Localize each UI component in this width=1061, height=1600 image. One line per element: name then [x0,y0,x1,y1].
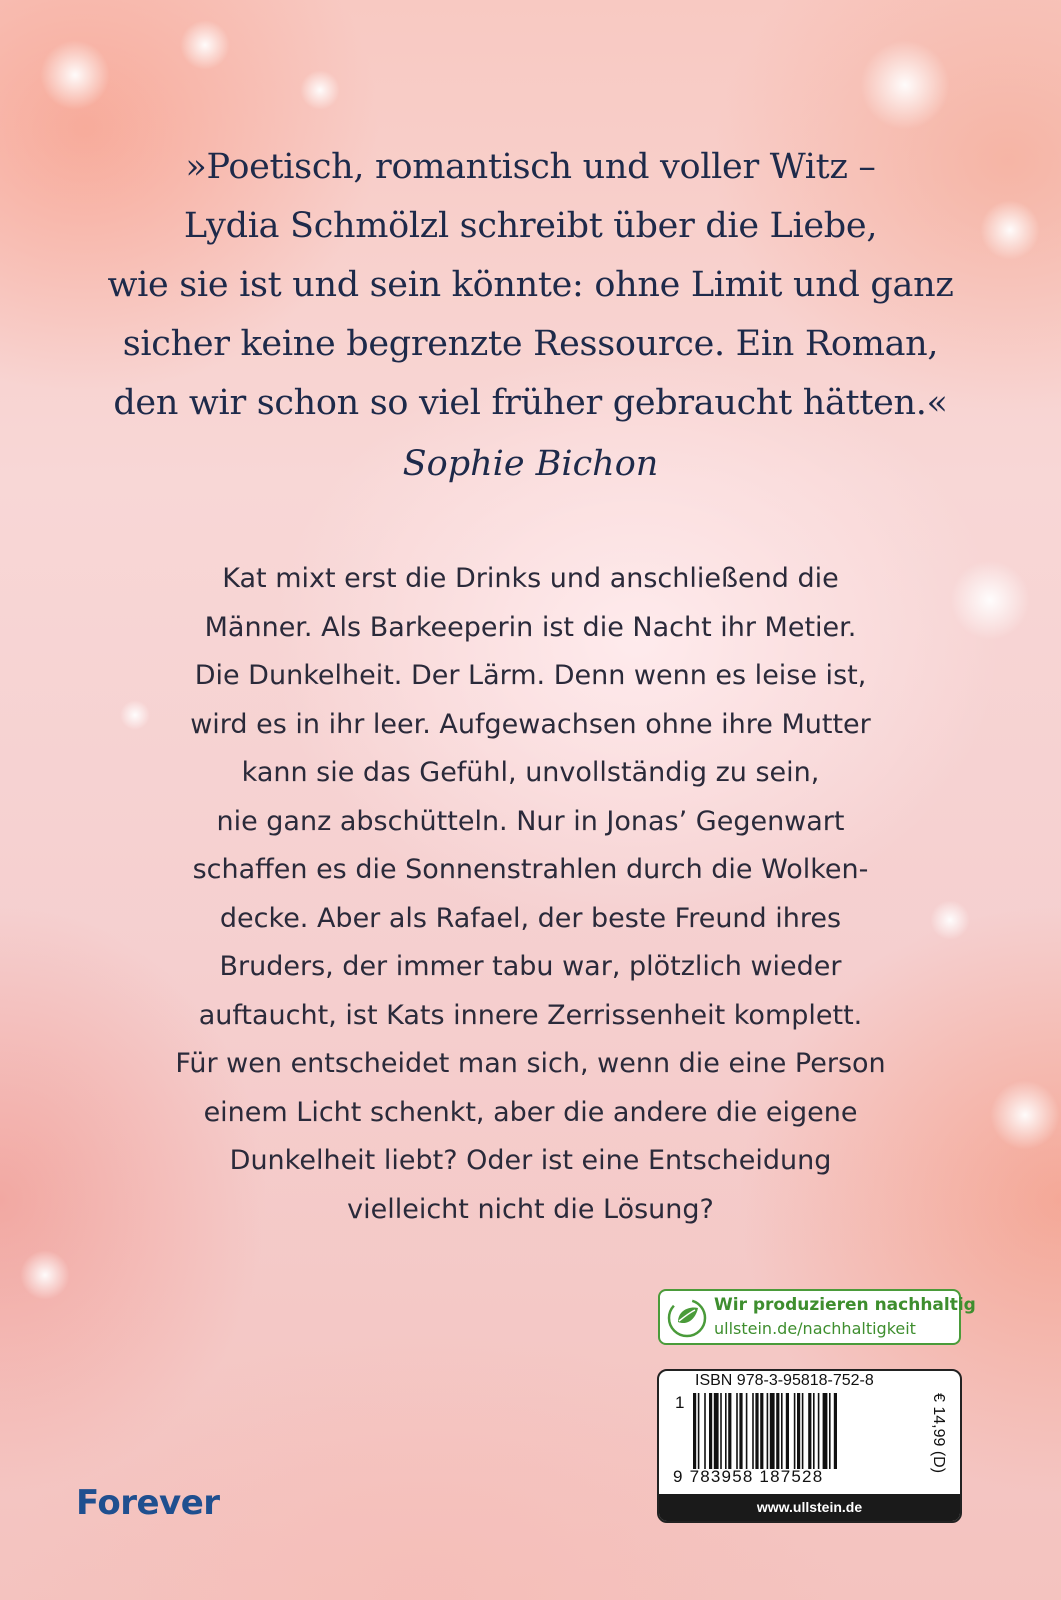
barcode-bar [808,1393,811,1469]
isbn-barcode-box [657,1369,962,1523]
blurb-line: wird es in ihr leer. Aufgewachsen ohne ihre Mutter [190,708,871,740]
barcode-bar [746,1393,748,1469]
blurb-line: auftaucht, ist Kats innere Zerrissenheit komplett. [198,999,863,1031]
barcode-bar [786,1393,789,1469]
price-label: € 14,99 (D) [930,1393,947,1474]
quote-line: den wir schon so viel früher gebraucht hätten.« [113,383,948,423]
sparkle [950,560,1030,640]
barcode-bar [709,1393,712,1469]
barcode-bar [794,1393,796,1469]
barcode-bar [770,1393,775,1469]
blurb-line: Bruders, der immer tabu war, plötzlich wieder [219,951,842,982]
blurb-line: Kat mixt erst die Drinks und anschließend die [222,563,839,594]
publisher-logo: Forever [76,1483,220,1523]
barcode-bar [797,1393,800,1469]
barcode-bar [813,1393,815,1469]
barcode-bar [752,1393,754,1469]
sustainability-badge [658,1289,976,1345]
sustainability-title: Wir produzieren nachhaltig [714,1295,976,1315]
blurb-line: nie ganz abschütteln. Nur in Jonas’ Gegenwart [216,805,845,837]
blurb-line: decke. Aber als Rafael, der beste Freund ihres [219,902,842,934]
isbn-number: ISBN 978-3-95818-752-8 [695,1372,874,1389]
book-blurb [100,555,961,1234]
barcode-bar [767,1393,769,1469]
blurb-line: schaffen es die Sonnenstrahlen durch die Wolken- [192,854,869,885]
sparkle [300,70,340,110]
barcode-bars [693,1393,915,1469]
barcode-bar [834,1393,837,1469]
barcode-bar [693,1393,696,1469]
barcode-bar [802,1393,804,1469]
barcode-bar [760,1393,763,1469]
blurb-line: Die Dunkelheit. Der Lärm. Denn wenn es leise ist, [194,660,867,691]
quote-author: Sophie Bichon [402,444,659,484]
publisher-url: www.ullstein.de [659,1494,960,1521]
barcode-bar [728,1393,731,1469]
quote-line: wie sie ist und sein könnte: ohne Limit und ganz [107,265,954,305]
sparkle [40,40,110,110]
sparkle [180,20,230,70]
blurb-line: Für wen entscheidet man sich, wenn die eine Person [175,1048,886,1079]
barcode-bar [739,1393,742,1469]
leaf-icon [666,1296,708,1340]
barcode-bar [776,1393,779,1469]
barcode-bar [714,1393,719,1469]
quote-line: sicher keine begrenzte Ressource. Ein Roman, [122,324,939,364]
blurb-line: kann sie das Gefühl, unvollständig zu sein, [241,757,820,788]
blurb-line: Dunkelheit liebt? Oder ist eine Entscheidung [229,1145,832,1176]
review-quote [60,138,1001,433]
quote-line: »Poetisch, romantisch und voller Witz – [185,147,876,187]
barcode-bar [823,1393,828,1469]
barcode-bar [704,1393,706,1469]
barcode-bar [755,1393,758,1469]
blurb-line: einem Licht schenkt, aber die andere die eigene [203,1096,858,1128]
blurb-line: Männer. Als Barkeeperin ist die Nacht ihr Metier. [204,611,857,643]
barcode-bar [720,1393,722,1469]
barcode-bar [829,1393,831,1469]
quote-line: Lydia Schmölzl schreibt über die Liebe, [183,206,878,246]
barcode-bar [781,1393,783,1469]
sparkle [20,1250,70,1300]
barcode-bar [818,1393,820,1469]
sustainability-url: ullstein.de/nachhaltigkeit [714,1319,916,1338]
barcode-bar [698,1393,700,1469]
barcode-bar [736,1393,738,1469]
barcode-addon-digit: 1 [675,1393,685,1412]
sparkle [990,1080,1060,1150]
sparkle [860,40,950,130]
barcode-digits: 9 783958 187528 [673,1467,824,1486]
barcode-bar [725,1393,727,1469]
blurb-line: vielleicht nicht die Lösung? [347,1193,714,1225]
